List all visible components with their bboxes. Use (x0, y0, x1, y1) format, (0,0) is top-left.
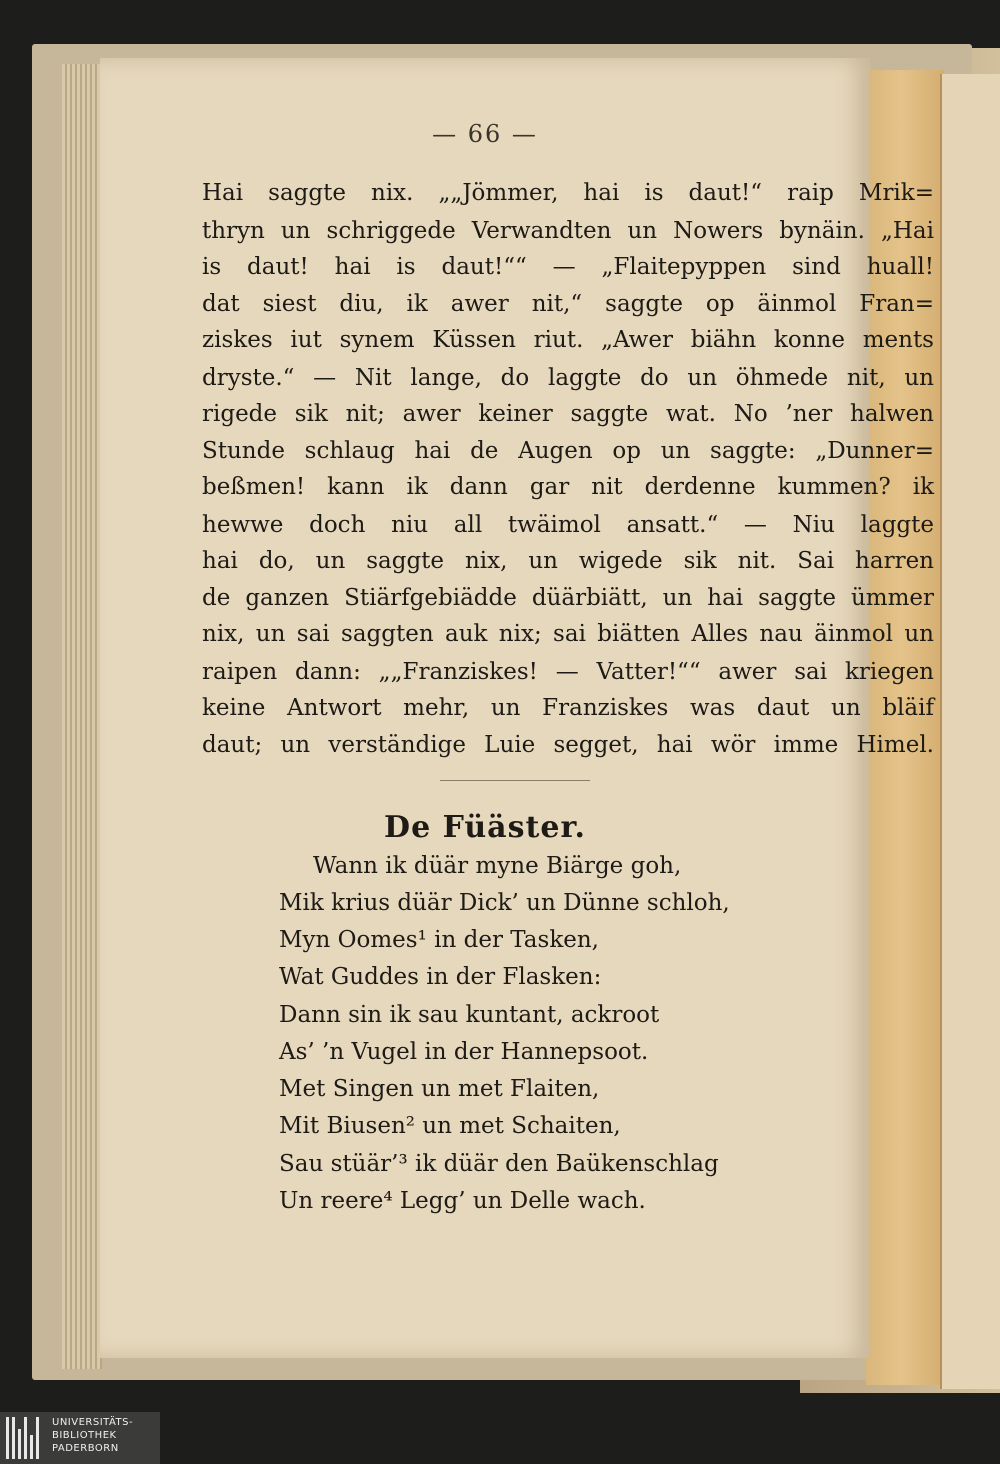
poem-line: Sau stüär’³ ik düär den Baükenschlag (279, 1151, 719, 1177)
poem-line: Un reere⁴ Legg’ un Delle wach. (279, 1188, 646, 1214)
poem-title: De Füäster. (384, 810, 586, 845)
prose-line: dryste.“ — Nit lange, do laggte do un öhmede nit, un (202, 365, 934, 391)
poem-line: Wann ik düär myne Biärge goh, (313, 853, 682, 879)
library-logo-line: UNIVERSITÄTS- (52, 1417, 134, 1428)
library-logo-text (52, 1416, 133, 1455)
library-logo (0, 1412, 160, 1464)
poem-line: Met Singen un met Flaiten, (279, 1076, 600, 1102)
section-divider (440, 780, 590, 781)
prose-line: thryn un schriggede Verwandten un Nowers bynäin. „Hai (202, 218, 934, 244)
prose-line: Hai saggte nix. „„Jömmer, hai is daut!“ raip Mrik= (202, 180, 934, 206)
library-logo-line: BIBLIOTHEK (52, 1430, 117, 1441)
book-page (100, 58, 934, 1358)
prose-line: beßmen! kann ik dann gar nit derdenne kummen? ik (202, 474, 934, 500)
page-edges (62, 64, 102, 1369)
prose-line: de ganzen Stiärfgebiädde düärbiätt, un hai saggte ümmer (202, 585, 934, 611)
prose-line: daut; un verständige Luie segget, hai wör imme Himel. (202, 732, 934, 758)
prose-line: nix, un sai saggten auk nix; sai biätten Alles nau äinmol un (202, 621, 934, 647)
prose-line: hewwe doch niu all twäimol ansatt.“ — Niu laggte (202, 512, 934, 538)
prose-line: hai do, un saggte nix, un wigede sik nit. Sai harren (202, 548, 934, 574)
prose-line: is daut! hai is daut!““ — „Flaitepyppen sind huall! (202, 254, 934, 280)
prose-line: Stunde schlaug hai de Augen op un saggte: „Dunner= (202, 438, 934, 464)
prose-line: keine Antwort mehr, un Franziskes was daut un bläif (202, 695, 934, 721)
page-number: — 66 — (432, 120, 538, 148)
poem-line: Wat Guddes in der Flasken: (279, 964, 602, 990)
poem-line: Myn Oomes¹ in der Tasken, (279, 927, 599, 953)
poem-line: Dann sin ik sau kuntant, ackroot (279, 1002, 660, 1028)
library-logo-line: PADERBORN (52, 1443, 119, 1454)
poem-line: As’ ’n Vugel in der Hannepsoot. (279, 1039, 649, 1065)
library-logo-icon (6, 1417, 46, 1459)
prose-line: ziskes iut synem Küssen riut. „Awer biähn konne ments (202, 327, 934, 353)
facing-page (940, 74, 1000, 1389)
prose-line: dat siest diu, ik awer nit,“ saggte op äinmol Fran= (202, 291, 934, 317)
prose-line: raipen dann: „„Franziskes! — Vatter!““ awer sai kriegen (202, 659, 934, 685)
poem-line: Mit Biusen² un met Schaiten, (279, 1113, 621, 1139)
prose-line: rigede sik nit; awer keiner saggte wat. No ’ner halwen (202, 401, 934, 427)
poem-line: Mik krius düär Dick’ un Dünne schloh, (279, 890, 730, 916)
